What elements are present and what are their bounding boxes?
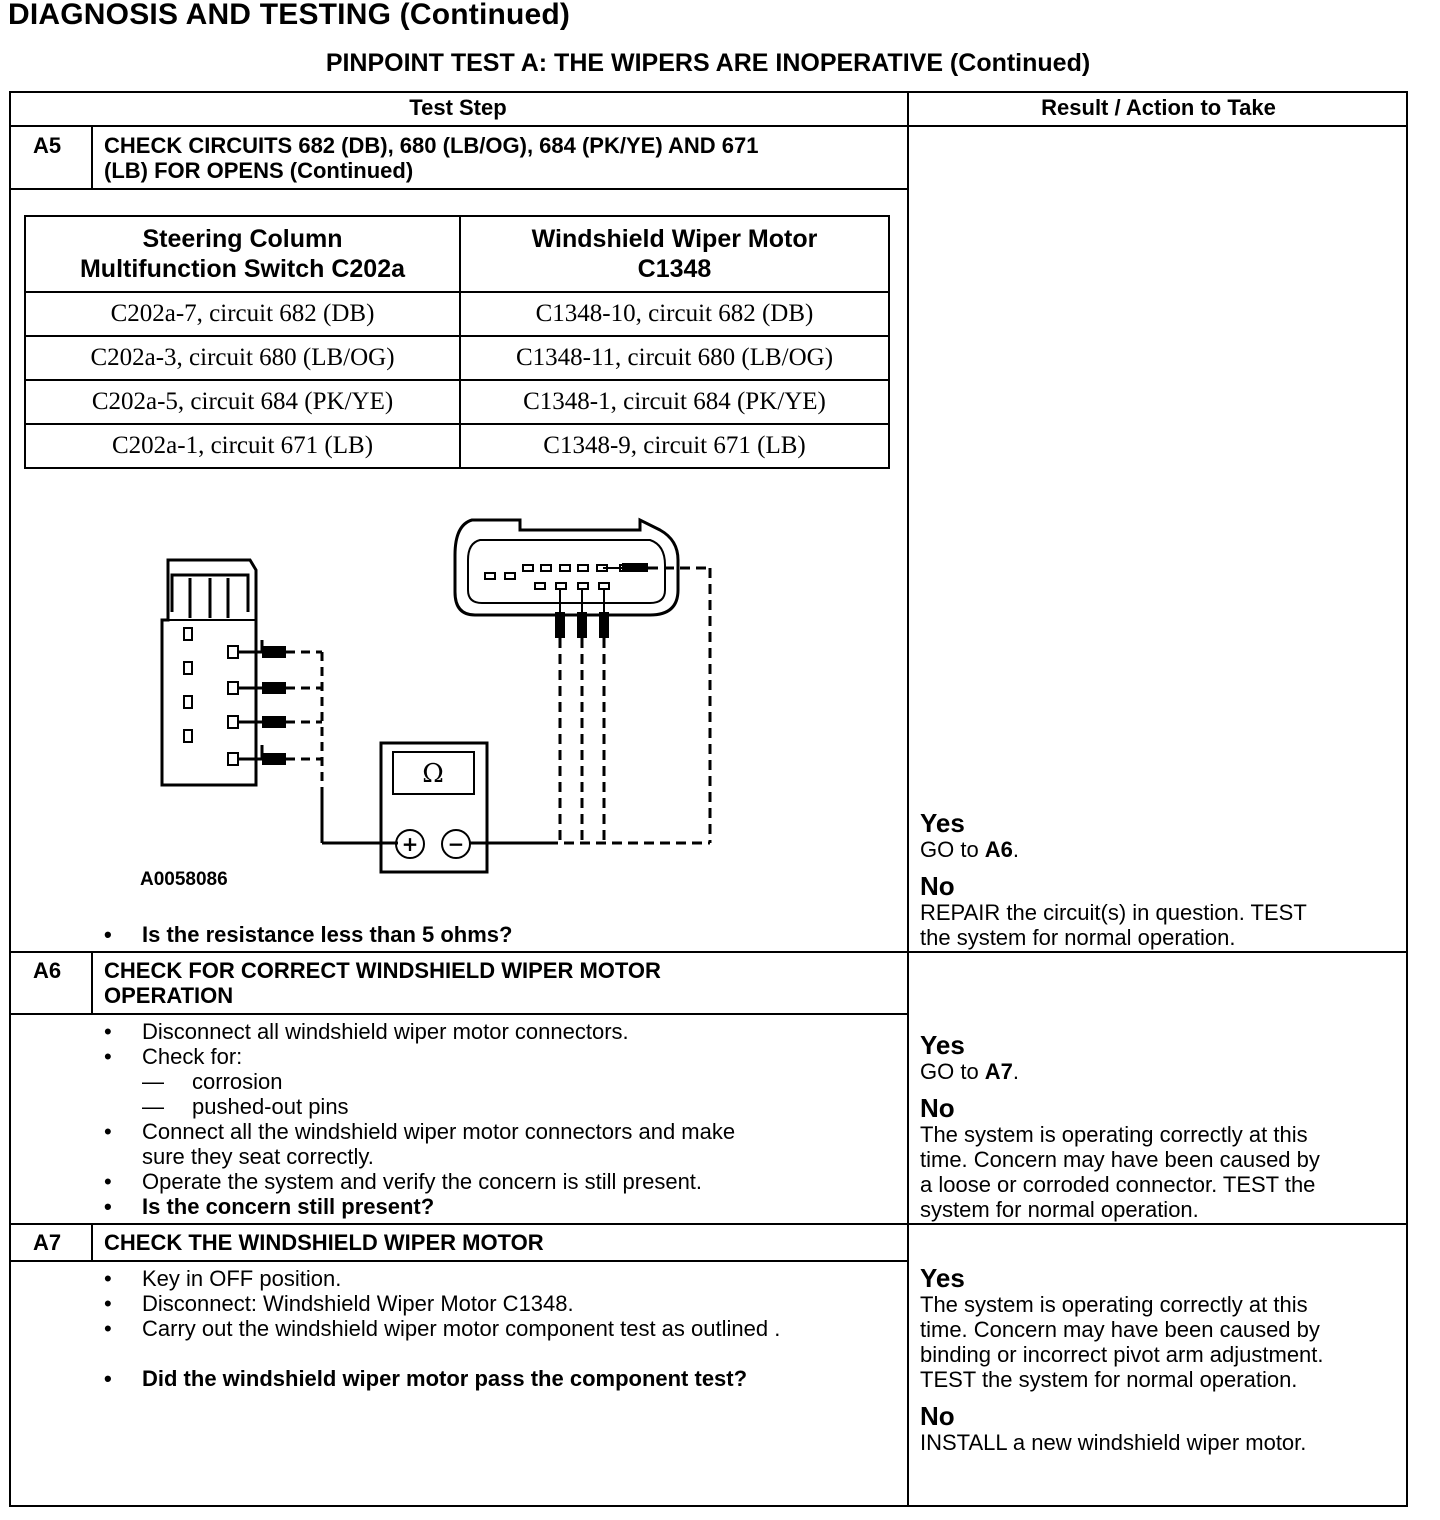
table-cell: C202a-1, circuit 671 (LB) [25, 424, 460, 468]
column-header-result: Result / Action to Take [1041, 95, 1276, 120]
column-header-test-step: Test Step [409, 95, 507, 120]
table-cell: C1348-11, circuit 680 (LB/OG) [460, 336, 889, 380]
yes-label: Yes [920, 808, 965, 838]
table-row [25, 424, 889, 468]
yes-action: GO to A6. [920, 837, 1020, 862]
list-item: • Connect all the windshield wiper motor connectors and make [104, 1119, 736, 1144]
table-row [25, 292, 889, 336]
yes-label: Yes [920, 1263, 965, 1293]
table-row [25, 380, 889, 424]
list-item: • Operate the system and verify the concern is still present. [104, 1169, 703, 1194]
step-title-line: OPERATION [104, 983, 234, 1008]
ohm-symbol: Ω [422, 759, 444, 789]
list-item: • Check for: [104, 1044, 243, 1069]
step-title-line: CHECK FOR CORRECT WINDSHIELD WIPER MOTOR [104, 958, 661, 983]
step-id-a5: A5 [33, 133, 62, 158]
no-label: No [920, 1093, 955, 1123]
step-title-a7: CHECK THE WINDSHIELD WIPER MOTOR [104, 1230, 544, 1255]
plus-sign: + [401, 832, 419, 856]
table-cell: C202a-3, circuit 680 (LB/OG) [25, 336, 460, 380]
yes-label: Yes [920, 1030, 965, 1060]
table-cell: C1348-9, circuit 671 (LB) [460, 424, 889, 468]
yes-action: binding or incorrect pivot arm adjustment. [920, 1342, 1324, 1367]
step-title-a5 [104, 133, 758, 183]
list-item: • Key in OFF position. [104, 1266, 342, 1291]
no-action: the system for normal operation. [920, 925, 1236, 950]
step-title-line: (LB) FOR OPENS (Continued) [104, 158, 414, 183]
column-divider [907, 91, 909, 1507]
figure-id: A0058086 [140, 869, 228, 890]
a6-result [920, 1031, 1320, 1222]
a7-question: • Did the windshield wiper motor pass the component test? [104, 1366, 748, 1391]
switch-connector-c202a [162, 560, 256, 785]
a6-question: • Is the concern still present? [104, 1194, 435, 1219]
no-action: time. Concern may have been caused by [920, 1147, 1320, 1172]
bullet: • [104, 922, 112, 947]
yes-action: time. Concern may have been caused by [920, 1317, 1320, 1342]
step-id-divider [91, 953, 93, 1013]
table-cell: C1348-1, circuit 684 (PK/YE) [460, 380, 889, 424]
header-divider [9, 125, 1408, 127]
a6-steps [104, 1019, 736, 1219]
page-title: DIAGNOSIS AND TESTING (Continued) [8, 0, 571, 31]
list-item: — corrosion [142, 1069, 283, 1094]
step-id-divider [91, 1225, 93, 1260]
yes-action: GO to A7. [920, 1059, 1020, 1084]
step-title-a6 [104, 958, 661, 1008]
table-row [25, 336, 889, 380]
list-item: sure they seat correctly. [142, 1144, 374, 1169]
no-action: The system is operating correctly at this [920, 1122, 1308, 1147]
table-header [25, 216, 460, 292]
no-action: REPAIR the circuit(s) in question. TEST [920, 900, 1307, 925]
table-header [460, 216, 889, 292]
list-item: • Carry out the windshield wiper motor component test as outlined . [104, 1316, 781, 1341]
pinpoint-test-title: PINPOINT TEST A: THE WIPERS ARE INOPERATIVE (Continued) [325, 49, 1091, 77]
table-header-line: C1348 [637, 255, 712, 283]
table-cell: C202a-7, circuit 682 (DB) [25, 292, 460, 336]
minus-sign: − [447, 832, 465, 856]
a7-steps [104, 1266, 781, 1391]
step-title-divider [9, 188, 909, 190]
table-header-line: Steering Column [142, 225, 343, 253]
yes-action: TEST the system for normal operation. [920, 1367, 1298, 1392]
a5-question: • Is the resistance less than 5 ohms? [104, 922, 513, 947]
table-cell: C1348-10, circuit 682 (DB) [460, 292, 889, 336]
circuit-table [24, 215, 890, 469]
table-cell: C202a-5, circuit 684 (PK/YE) [25, 380, 460, 424]
step-id-a7: A7 [33, 1230, 62, 1255]
no-action: system for normal operation. [920, 1197, 1199, 1222]
a7-result [920, 1264, 1324, 1455]
step-id-divider [91, 127, 93, 188]
step-title-line: CHECK CIRCUITS 682 (DB), 680 (LB/OG), 684 (PK/YE) AND 671 [104, 133, 759, 158]
switch-probes [238, 640, 262, 759]
step-id-a6: A6 [33, 958, 62, 983]
no-label: No [920, 1401, 955, 1431]
no-label: No [920, 871, 955, 901]
a5-result [920, 809, 1307, 950]
table-header-line: Multifunction Switch C202a [79, 255, 406, 283]
step-divider [9, 951, 1408, 953]
no-action: INSTALL a new windshield wiper motor. [920, 1430, 1307, 1455]
yes-action: The system is operating correctly at this [920, 1292, 1308, 1317]
no-action: a loose or corroded connector. TEST the [920, 1172, 1316, 1197]
step-title-divider [9, 1013, 909, 1015]
list-item: • Disconnect: Windshield Wiper Motor C1348. [104, 1291, 574, 1316]
step-divider [9, 1223, 1408, 1225]
step-title-divider [9, 1260, 909, 1262]
wiring-diagram [150, 510, 730, 880]
list-item: • Disconnect all windshield wiper motor connectors. [104, 1019, 629, 1044]
table-header-line: Windshield Wiper Motor [531, 225, 818, 253]
list-item: — pushed-out pins [142, 1094, 349, 1119]
